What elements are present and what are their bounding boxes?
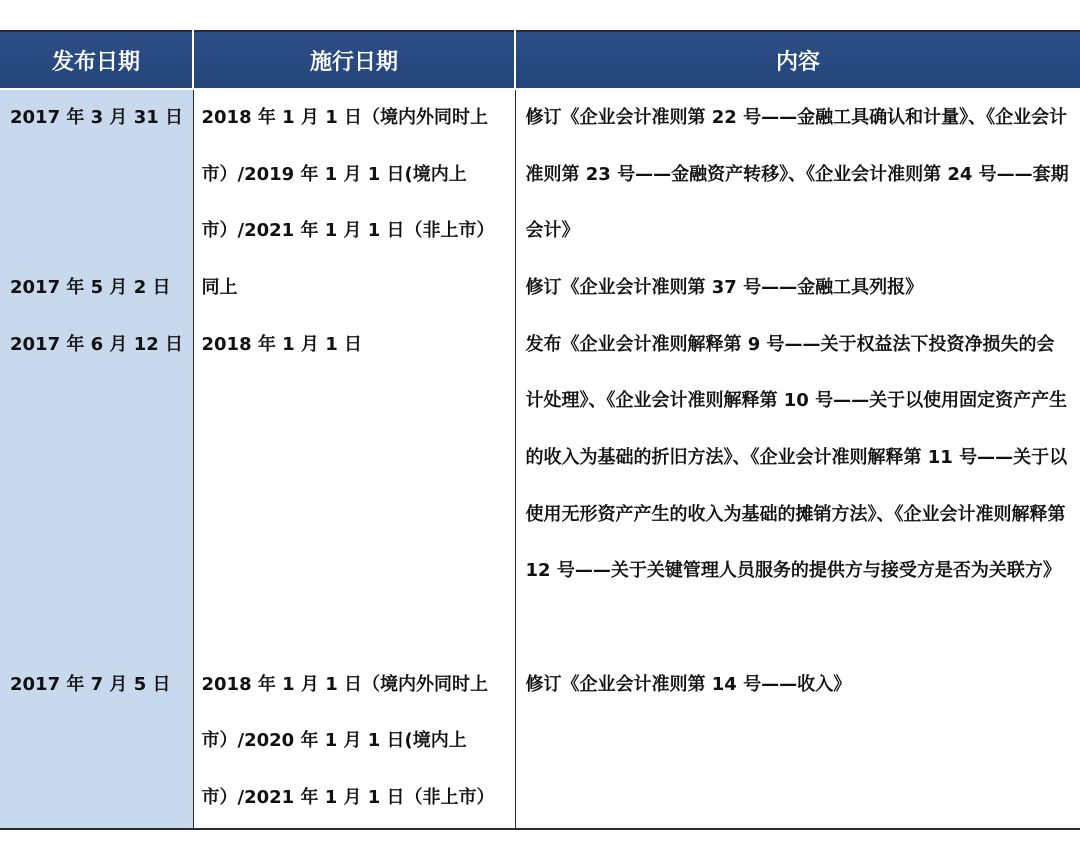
table-row bbox=[0, 317, 1080, 657]
table-row bbox=[0, 260, 1080, 317]
effective-date-cell: 2018 年 1 月 1 日（境内外同时上市）/2019 年 1 月 1 日(境内上市）/2021 年 1 月 1 日（非上市） bbox=[193, 89, 515, 260]
table-header bbox=[0, 31, 1080, 89]
table-row bbox=[0, 89, 1080, 260]
content-cell: 修订《企业会计准则第 22 号——金融工具确认和计量》、《企业会计准则第 23 号——金融资产转移》、《企业会计准则第 24 号——套期会计》 bbox=[525, 107, 1069, 242]
regulation-table bbox=[0, 30, 1080, 830]
header-content: 内容 bbox=[515, 31, 1080, 89]
header-row bbox=[0, 31, 1080, 89]
header-release-date: 发布日期 bbox=[0, 31, 193, 89]
content-cell: 修订《企业会计准则第 37 号——金融工具列报》 bbox=[525, 276, 924, 298]
effective-date-cell: 2018 年 1 月 1 日（境内外同时上市）/2020 年 1 月 1 日(境内上市）/2021 年 1 月 1 日（非上市） bbox=[193, 657, 515, 829]
table-body bbox=[0, 89, 1080, 829]
content-cell: 修订《企业会计准则第 14 号——收入》 bbox=[525, 673, 852, 695]
content-cell: 发布《企业会计准则解释第 9 号——关于权益法下投资净损失的会计处理》、《企业会计准则解释第 10 号——关于以使用固定资产产生的收入为基础的折旧方法》、《企业会计准则解释第 11 号——关于以使用无形资产产生的收入为基础的摊销方法》、《企业会计准则解释第 12 号——关于关键管理人员服务的提供方与接受方是否为关联方》 bbox=[525, 333, 1068, 582]
release-date-cell: 2017 年 7 月 5 日 bbox=[0, 657, 193, 829]
effective-date-cell: 同上 bbox=[193, 260, 515, 317]
header-effective-date: 施行日期 bbox=[193, 31, 515, 89]
table-row bbox=[0, 657, 1080, 829]
effective-date-cell: 2018 年 1 月 1 日 bbox=[193, 317, 515, 657]
release-date-cell: 2017 年 5 月 2 日 bbox=[0, 260, 193, 317]
release-date-cell: 2017 年 6 月 12 日 bbox=[0, 317, 193, 657]
release-date-cell: 2017 年 3 月 31 日 bbox=[0, 89, 193, 260]
